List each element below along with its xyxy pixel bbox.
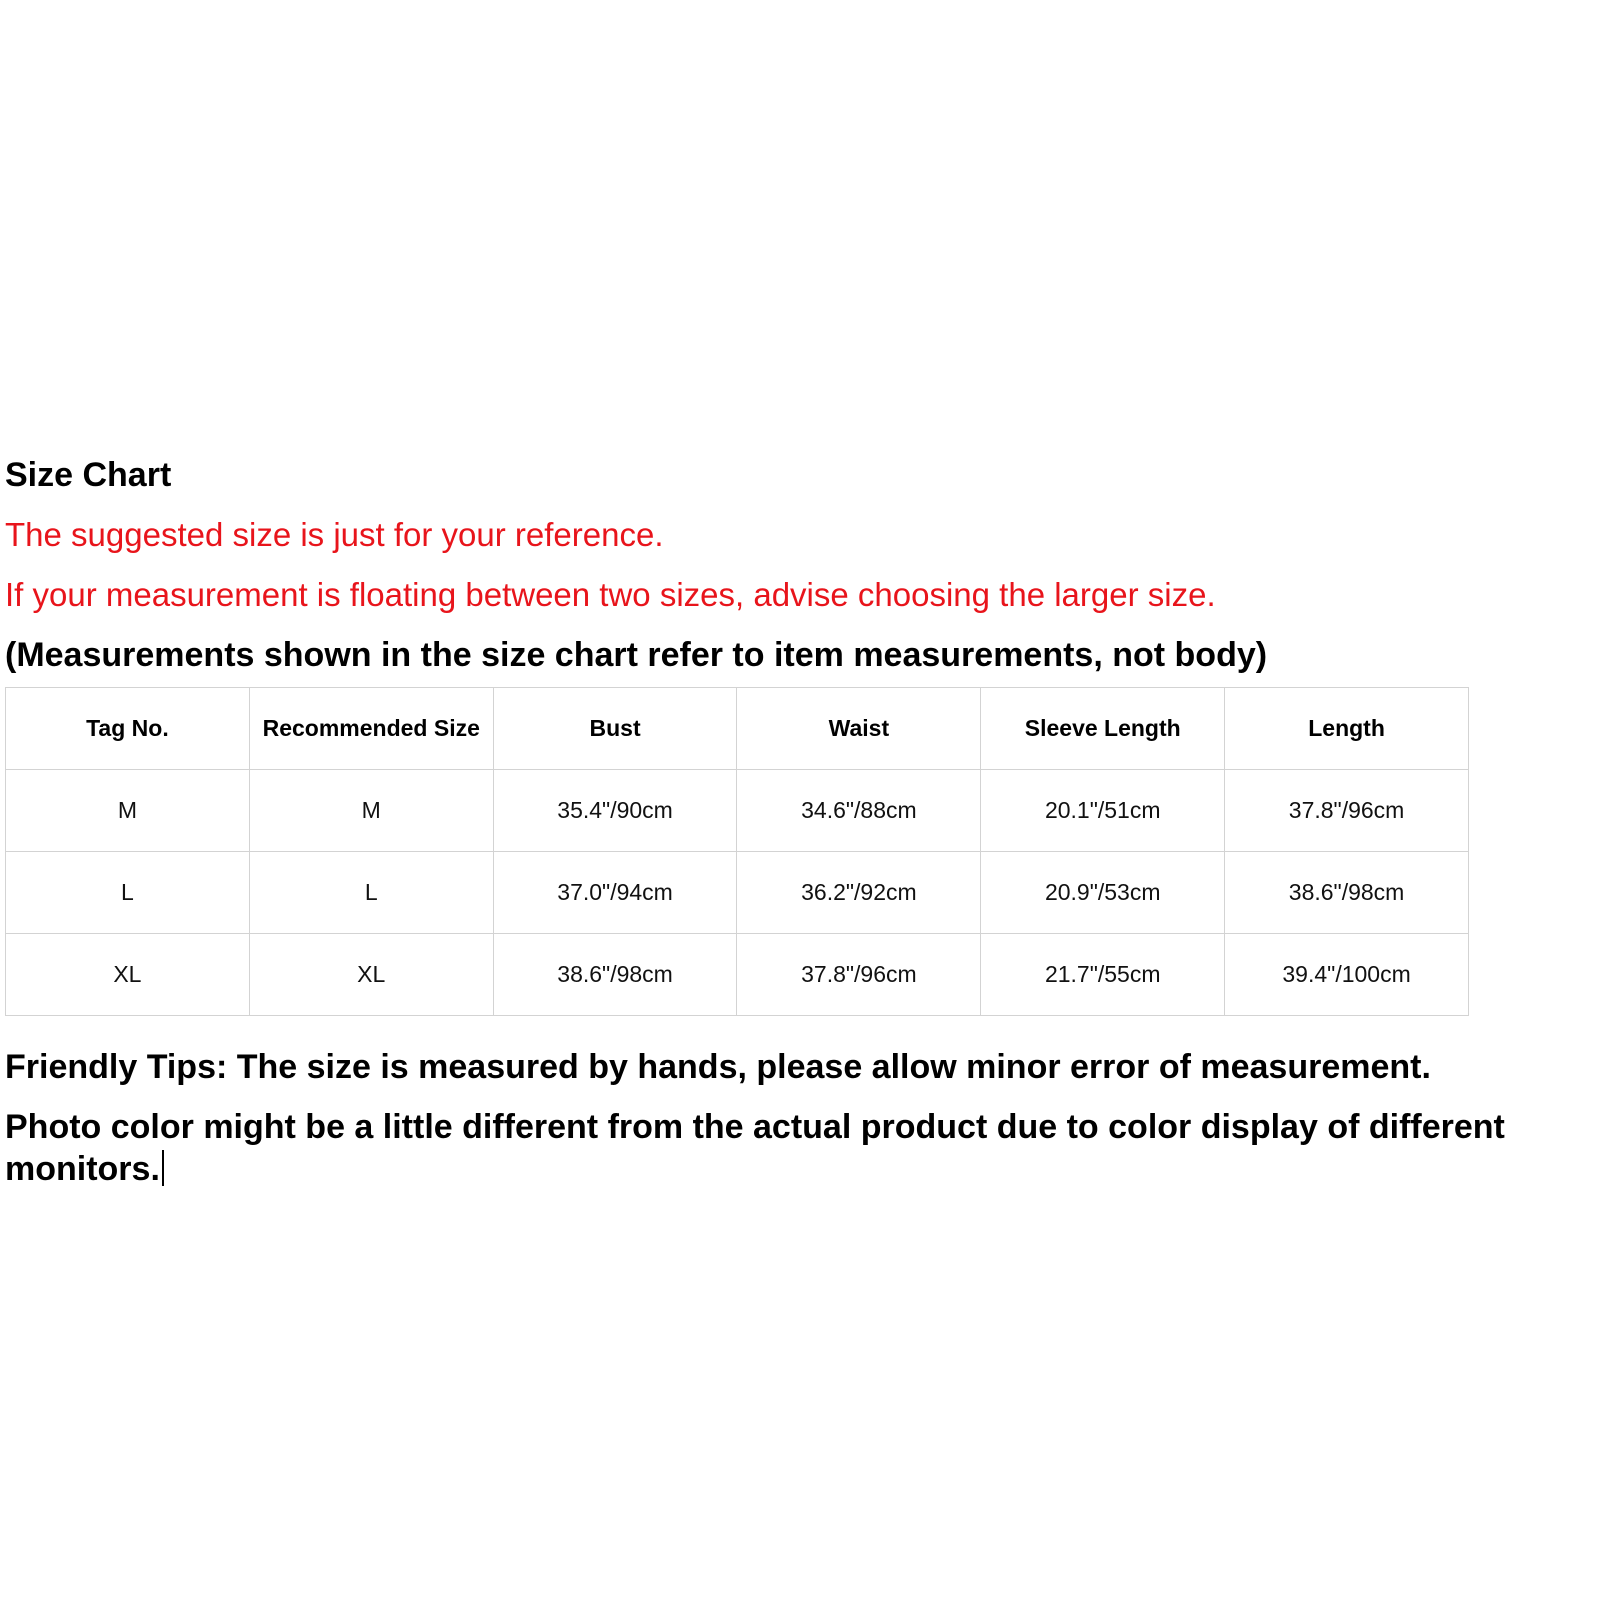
cell-sleeve-length: 20.9"/53cm [981, 852, 1225, 934]
size-chart-document [5, 455, 1595, 1190]
header-row [6, 688, 1469, 770]
tip-photo-color [5, 1106, 1595, 1190]
size-table [5, 687, 1469, 1016]
cell-waist: 36.2"/92cm [737, 852, 981, 934]
cell-waist: 37.8"/96cm [737, 934, 981, 1016]
table-row [6, 934, 1469, 1016]
table-row [6, 770, 1469, 852]
size-chart-title: Size Chart [5, 456, 172, 494]
tip-photo-color-text: Photo color might be a little different from the actual product due to color display of different monitors. [5, 1108, 1505, 1188]
size-table-body [6, 770, 1469, 1016]
reference-note: The suggested size is just for your reference. [5, 516, 664, 553]
tip-measurement: Friendly Tips: The size is measured by hands, please allow minor error of measurement. [5, 1048, 1431, 1086]
header-waist: Waist [737, 688, 981, 770]
cell-bust: 37.0"/94cm [493, 852, 737, 934]
larger-size-advice: If your measurement is floating between two sizes, advise choosing the larger size. [5, 576, 1216, 613]
header-recommended-size: Recommended Size [249, 688, 493, 770]
header-length: Length [1225, 688, 1469, 770]
measurement-note: (Measurements shown in the size chart refer to item measurements, not body) [5, 636, 1268, 674]
cell-tag-no: M [6, 770, 250, 852]
cell-length: 39.4"/100cm [1225, 934, 1469, 1016]
cell-sleeve-length: 21.7"/55cm [981, 934, 1225, 1016]
size-table-header [6, 688, 1469, 770]
cell-recommended-size: XL [249, 934, 493, 1016]
cell-bust: 35.4"/90cm [493, 770, 737, 852]
cell-length: 37.8"/96cm [1225, 770, 1469, 852]
header-tag-no: Tag No. [6, 688, 250, 770]
cell-length: 38.6"/98cm [1225, 852, 1469, 934]
cell-tag-no: XL [6, 934, 250, 1016]
cell-bust: 38.6"/98cm [493, 934, 737, 1016]
cell-recommended-size: L [249, 852, 493, 934]
header-sleeve-length: Sleeve Length [981, 688, 1225, 770]
header-bust: Bust [493, 688, 737, 770]
text-cursor [162, 1150, 164, 1186]
cell-recommended-size: M [249, 770, 493, 852]
cell-waist: 34.6"/88cm [737, 770, 981, 852]
table-row [6, 852, 1469, 934]
cell-sleeve-length: 20.1"/51cm [981, 770, 1225, 852]
cell-tag-no: L [6, 852, 250, 934]
friendly-tips [5, 1046, 1595, 1190]
